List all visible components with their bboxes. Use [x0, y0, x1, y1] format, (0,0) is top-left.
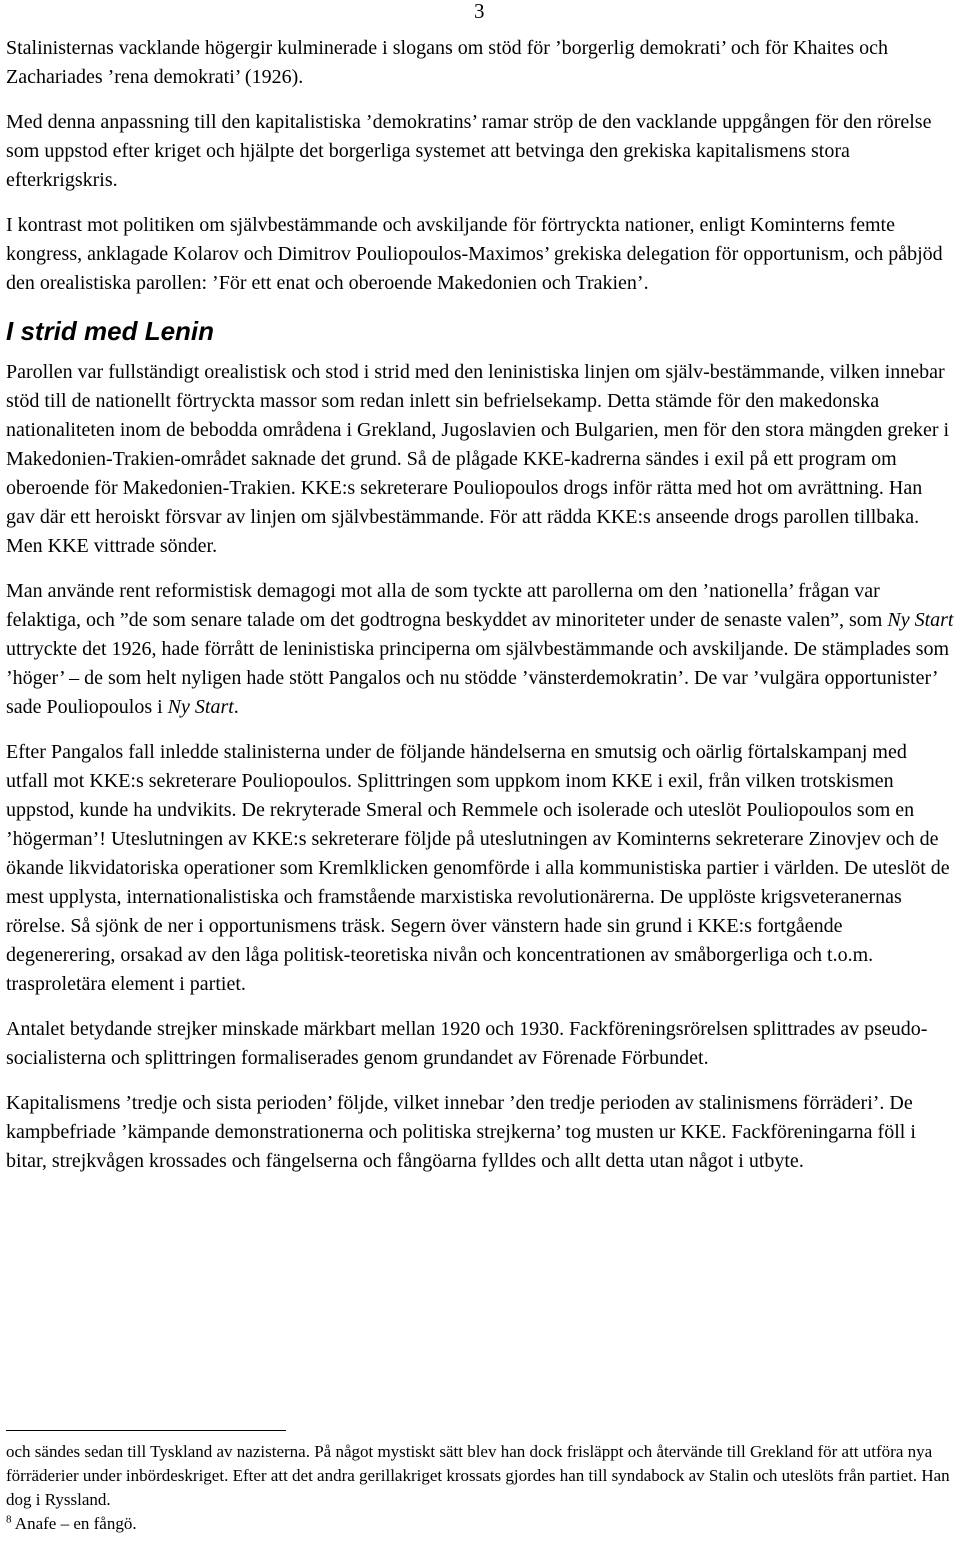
footnote-8 [6, 1512, 954, 1536]
paragraph: Antalet betydande strejker minskade märkbart mellan 1920 och 1930. Fackföreningsrörelsen splittrades av pseudo-socialisterna och splittringen formaliserades genom grundandet av Förenade Förbundet. [6, 1018, 928, 1069]
paragraph-text: Man använde rent reformistisk demagogi mot alla de som tyckte att parollerna om den ’nationella’ frågan var felaktiga, och ”de som senare talade om det godtrogna beskyddet av minoriteter under de senaste valen”, som [6, 580, 888, 631]
paragraph: Med denna anpassning till den kapitalistiska ’demokratins’ ramar ströp de den vacklande uppgången för den rörelse som uppstod efter kriget och hjälpte det borgerliga systemet att betvinga den grekiska kapitalismens stora efterkrigskris. [6, 111, 932, 191]
section-heading: I strid med Lenin [6, 316, 215, 346]
paragraph-text: . [233, 696, 239, 718]
publication-title: Ny Start [887, 609, 954, 631]
paragraph: Stalinisternas vacklande högergir kulminerade i slogans om stöd för ’borgerlig demokrati’ och för Khaites och Zachariades ’rena demokrati’ (1926). [6, 37, 888, 88]
paragraph [6, 577, 954, 722]
page-number: 3 [474, 0, 485, 23]
footnote-text: Anafe – en fångö. [11, 1514, 137, 1533]
footnote-divider [6, 1430, 286, 1431]
publication-title: Ny Start [167, 696, 234, 718]
paragraph-text: uttryckte det 1926, hade förrått de leninistiska principerna om självbestämmande och avskiljande. De stämplades som ’höger’ – de som helt nyligen hade stött Pangalos och nu stödde ’vänsterdemokratin’. De var ’vulgära opportunister’ sade Pouliopoulos i [6, 638, 950, 718]
paragraph: Efter Pangalos fall inledde stalinisterna under de följande händelserna en smutsig och oärlig förtalskampanj med utfall mot KKE:s sekreterare Pouliopoulos. Splittringen som uppkom inom KKE i exil, från vilken trotskismen uppstod, kunde ha undvikits. De rekryterade Smeral och Remmele och isolerade och uteslöt Pouliopoulos som en ’högerman’! Uteslutningen av KKE:s sekreterare följde på uteslutningen av Kominterns sekreterare Zinovjev och de ökande likvidatoriska operationer som Kremlklicken genomförde i alla kommunistiska partier i världen. De uteslöt de mest upplysta, internationalistiska och framstående marxistiska revolutionärerna. De upplöste krigsveteranernas rörelse. Så sjönk de ner i opportunismens träsk. Segern över vänstern hade sin grund i KKE:s fortgående degenerering, orsakad av den låga politisk-teoretiska nivån och koncentrationen av småborgerliga och t.o.m. trasproletära element i partiet. [6, 741, 950, 995]
footnote-marker: 8 [6, 1513, 12, 1526]
page-body [6, 34, 954, 1192]
footnotes [6, 1440, 954, 1536]
paragraph: Parollen var fullständigt orealistisk och stod i strid med den leninistiska linjen om själv-bestämmande, vilken innebar stöd till de nationellt förtryckta massor som redan inlett sin befrielsekamp. Detta stämde för den makedonska nationaliteten inom de bebodda områdena i Grekland, Jugoslavien och Bulgarien, men för den stora mängden greker i Makedonien-Trakien-området saknade det grund. Så de plågade KKE-kadrerna sändes i exil på ett program om oberoende för Makedonien-Trakien. KKE:s sekreterare Pouliopoulos drogs inför rätta med hot om avrättning. Han gav där ett heroiskt försvar av linjen om självbestämmande. För att rädda KKE:s anseende drogs parollen tillbaka. Men KKE vittrade sönder. [6, 361, 950, 557]
paragraph: Kapitalismens ’tredje och sista perioden’ följde, vilket innebar ’den tredje perioden av stalinismens förräderi’. De kampbefriade ’kämpande demonstrationerna och politiska strejkerna’ tog musten ur KKE. Fackföreningarna föll i bitar, strejkvågen krossades och fängelserna och fångöarna fylldes och allt detta utan något i utbyte. [6, 1092, 916, 1172]
paragraph: I kontrast mot politiken om självbestämmande och avskiljande för förtryckta nationer, enligt Kominterns femte kongress, anklagade Kolarov och Dimitrov Pouliopoulos-Maximos’ grekiska delegation för opportunism, och påbjöd den orealistiska parollen: ’För ett enat och oberoende Makedonien och Trakien’. [6, 214, 943, 294]
footnote-continuation: och sändes sedan till Tyskland av nazisterna. På något mystiskt sätt blev han dock frisläppt och återvände till Grekland för att utföra nya förräderier under inbördeskriget. Efter att det andra gerillakriget krossats gjordes han till syndabock av Stalin och uteslöts från partiet. Han dog i Ryssland. [6, 1442, 950, 1509]
